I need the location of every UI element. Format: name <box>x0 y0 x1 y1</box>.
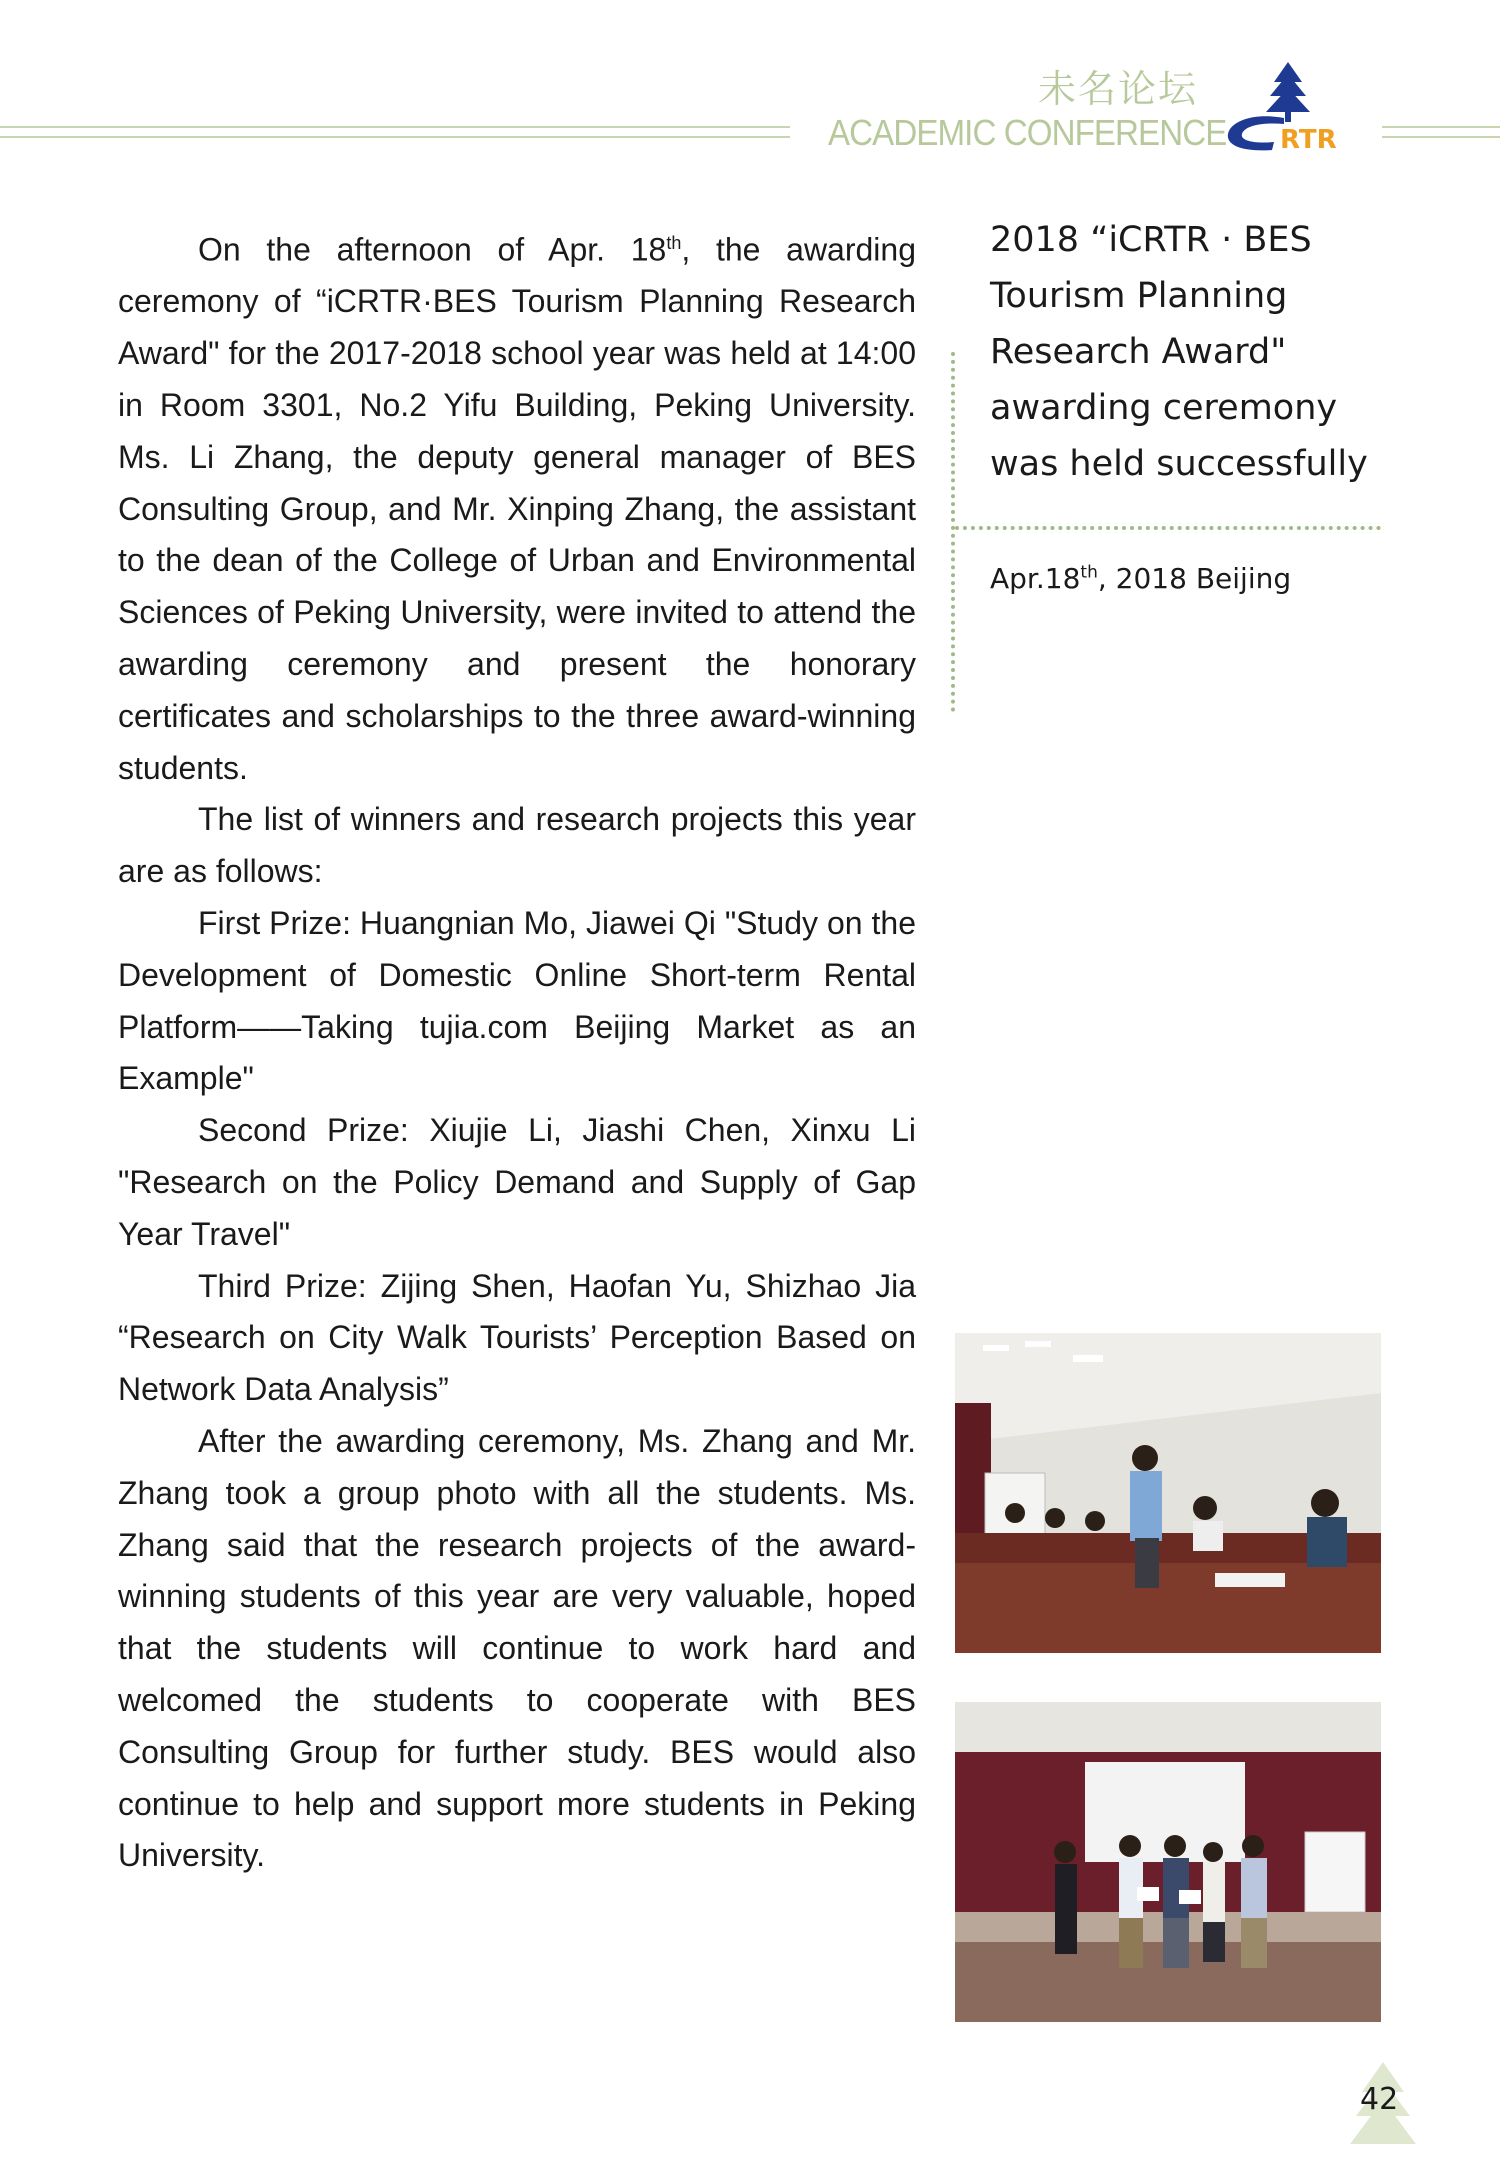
sidebar-headline-line: Research Award" <box>990 332 1287 372</box>
logo-c-shape <box>1228 116 1284 150</box>
sidebar-headline-line: was held successfully <box>990 444 1368 484</box>
paragraph-intro: On the afternoon of Apr. 18th, the awarding ceremony of “iCRTR·BES Tourism Planning Research Award" for the 2017-2018 school year was held at 14:00 in Room 3301, No.2 Yifu Building, Peking University. Ms. Li Zhang, the deputy general manager of BES Consulting Group, and Mr. Xinping Zhang, the assistant to the dean of the College of Urban and Environmental Sciences of Peking University, were invited to attend the awarding ceremony and present the honorary certificates and scholarships to the three award-winning students. <box>118 231 916 786</box>
paragraph-first-prize: First Prize: Huangnian Mo, Jiawei Qi "Study on the Development of Domestic Online Short-term Rental Platform——Taking tujia.com Beijing Market as an Example" <box>118 905 916 1097</box>
sidebar-date: Apr.18th, 2018 Beijing <box>990 562 1292 595</box>
header-rule-left-2 <box>0 136 790 138</box>
sidebar-dotted-rule-vertical <box>951 352 955 712</box>
paragraph-second-prize: Second Prize: Xiujie Li, Jiashi Chen, Xinxu Li "Research on the Policy Demand and Supply of Gap Year Travel" <box>118 1112 916 1252</box>
page-number: 42 <box>1360 2082 1399 2117</box>
header-rule-left-1 <box>0 126 790 128</box>
header-rule-right-1 <box>1382 126 1500 128</box>
article-body <box>118 218 916 1882</box>
ceremony-classroom-illustration <box>955 1333 1381 1653</box>
header-english-title: ACADEMIC CONFERENCE <box>828 112 1227 153</box>
sidebar-headline <box>990 212 1390 492</box>
group-photo <box>955 1702 1381 2022</box>
paragraph-third-prize: Third Prize: Zijing Shen, Haofan Yu, Shizhao Jia “Research on City Walk Tourists’ Perception Based on Network Data Analysis” <box>118 1267 916 1408</box>
crtr-logo <box>1222 60 1354 152</box>
header-chinese-title: 未名论坛 <box>1038 67 1199 111</box>
logo-tree-trunk <box>1285 110 1291 122</box>
logo-letters: RTR <box>1280 125 1337 152</box>
sidebar-headline-line: awarding ceremony <box>990 388 1338 428</box>
group-photo-illustration <box>955 1702 1381 2022</box>
sidebar-dotted-rule-horizontal <box>955 526 1381 530</box>
paragraph-closing: After the awarding ceremony, Ms. Zhang and Mr. Zhang took a group photo with all the students. Ms. Zhang said that the research projects of the award-winning students of this year are very valuable, hoped that the students will continue to work hard and welcomed the students to cooperate with BES Consulting Group for further study. BES would also continue to help and support more students in Peking University. <box>118 1422 916 1874</box>
sidebar-headline-line: 2018 “iCRTR · BES <box>990 220 1312 260</box>
logo-tree-low <box>1266 88 1310 112</box>
header-rule-right-2 <box>1382 136 1500 138</box>
ceremony-classroom-photo <box>955 1333 1381 1653</box>
paragraph-list-intro: The list of winners and research projects this year are as follows: <box>118 801 916 890</box>
sidebar-headline-line: Tourism Planning <box>990 276 1288 316</box>
